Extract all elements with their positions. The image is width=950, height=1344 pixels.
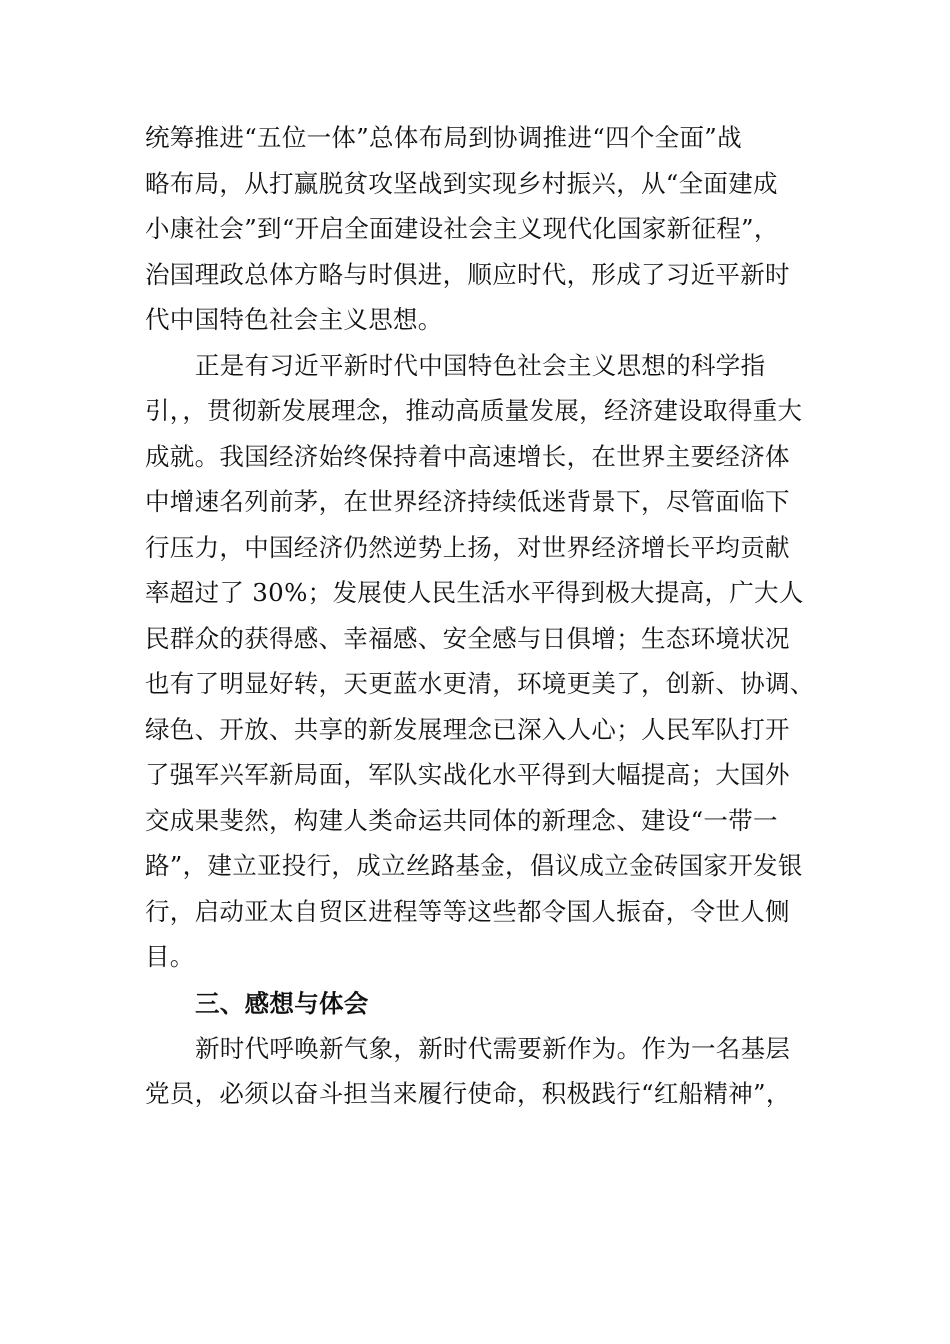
text-line: 率超过了 30%；发展使人民生活水平得到极大提高，广大人 — [145, 578, 804, 607]
text-line: 中增速名列前茅，在世界经济持续低迷背景下，尽管面临下 — [145, 487, 790, 516]
text-line: 民群众的获得感、幸福感、安全感与日俱增；生态环境状况 — [145, 624, 790, 653]
text-line: 略布局，从打赢脱贫攻坚战到实现乡村振兴，从“全面建成 — [145, 169, 778, 198]
text-line: 也有了明显好转，天更蓝水更清，环境更美了，创新、协调、 — [145, 669, 815, 698]
text-line: 引，，贯彻新发展理念，推动高质量发展，经济建设取得重大 — [145, 396, 803, 425]
text-line: 统筹推进“五位一体”总体布局到协调推进“四个全面”战 — [145, 123, 742, 152]
text-line: 路”，建立亚投行，成立丝路基金，倡议成立金砖国家开发银 — [145, 851, 803, 880]
text-line: 交成果斐然，构建人类命运共同体的新理念、建设“一带一 — [145, 806, 778, 835]
text-line: 行，启动亚太自贸区进程等等这些都令国人振奋，令世人侧 — [145, 897, 790, 926]
section-heading: 三、感想与体会 — [195, 989, 369, 1018]
text-line: 行压力，中国经济仍然逆势上扬，对世界经济增长平均贡献 — [145, 533, 790, 562]
paragraph-first-line: 正是有习近平新时代中国特色社会主义思想的科学指 — [195, 351, 766, 380]
text-line: 小康社会”到“开启全面建设社会主义现代化国家新征程”， — [145, 214, 779, 243]
text-line: 目。 — [145, 942, 195, 971]
text-line: 治国理政总体方略与时俱进，顺应时代，形成了习近平新时 — [145, 260, 790, 289]
text-line: 绿色、开放、共享的新发展理念已深入人心；人民军队打开 — [145, 715, 790, 744]
text-line: 成就。我国经济始终保持着中高速增长，在世界主要经济体 — [145, 442, 790, 471]
text-line: 党员，必须以奋斗担当来履行使命，积极践行“红船精神”， — [145, 1079, 791, 1108]
text-line: 代中国特色社会主义思想。 — [145, 305, 443, 334]
text-line: 了强军兴军新局面，军队实战化水平得到大幅提高；大国外 — [145, 760, 790, 789]
paragraph-first-line: 新时代呼唤新气象，新时代需要新作为。作为一名基层 — [195, 1034, 791, 1063]
